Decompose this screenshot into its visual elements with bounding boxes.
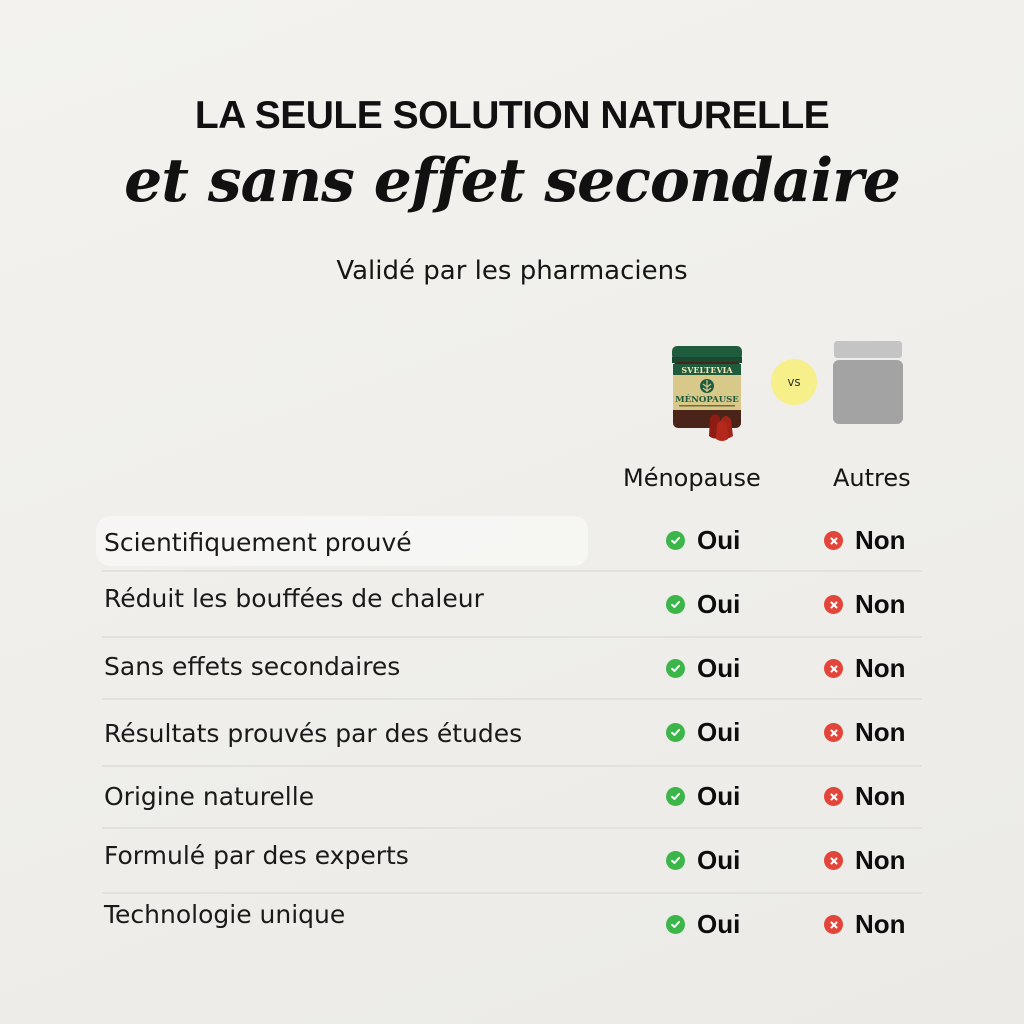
no-cell bbox=[824, 845, 906, 876]
row-label: Technologie unique bbox=[104, 900, 346, 929]
no-cell bbox=[824, 909, 906, 940]
table-row bbox=[102, 584, 922, 648]
row-label: Résultats prouvés par des études bbox=[104, 719, 523, 748]
yes-text: Oui bbox=[697, 589, 741, 619]
no-text: Non bbox=[855, 589, 906, 619]
no-cell bbox=[824, 717, 906, 748]
headline-italic: et sans effet secondaire bbox=[124, 146, 900, 216]
x-circle-icon bbox=[824, 787, 843, 806]
table-row bbox=[102, 520, 922, 584]
no-text: Non bbox=[855, 653, 906, 683]
yes-text: Oui bbox=[697, 525, 741, 555]
row-label: Sans effets secondaires bbox=[104, 652, 401, 681]
no-cell bbox=[824, 653, 906, 684]
row-divider bbox=[102, 892, 922, 894]
no-cell bbox=[824, 781, 906, 812]
yes-cell bbox=[666, 909, 740, 940]
yes-text: Oui bbox=[697, 845, 741, 875]
x-circle-icon bbox=[824, 723, 843, 742]
x-circle-icon bbox=[824, 595, 843, 614]
yes-cell bbox=[666, 845, 740, 876]
jar-brand-text: SVELTEVIA bbox=[681, 365, 733, 375]
x-circle-icon bbox=[824, 915, 843, 934]
row-divider bbox=[102, 827, 922, 829]
vs-badge: vs bbox=[771, 359, 817, 405]
headline-main: LA SEULE SOLUTION NATURELLE bbox=[194, 94, 830, 137]
x-circle-icon bbox=[824, 851, 843, 870]
table-row bbox=[102, 648, 922, 712]
yes-cell bbox=[666, 525, 740, 556]
x-circle-icon bbox=[824, 531, 843, 550]
row-divider bbox=[102, 636, 922, 638]
check-circle-icon bbox=[666, 851, 685, 870]
no-cell bbox=[824, 589, 906, 620]
check-circle-icon bbox=[666, 787, 685, 806]
row-label: Scientifiquement prouvé bbox=[104, 528, 412, 557]
check-circle-icon bbox=[666, 659, 685, 678]
row-divider bbox=[102, 765, 922, 767]
no-text: Non bbox=[855, 781, 906, 811]
check-circle-icon bbox=[666, 531, 685, 550]
row-divider bbox=[102, 570, 922, 572]
no-text: Non bbox=[855, 845, 906, 875]
yes-text: Oui bbox=[697, 717, 741, 747]
yes-cell bbox=[666, 717, 740, 748]
no-text: Non bbox=[855, 525, 906, 555]
row-label: Formulé par des experts bbox=[104, 841, 409, 870]
table-row bbox=[102, 900, 922, 968]
check-circle-icon bbox=[666, 723, 685, 742]
x-circle-icon bbox=[824, 659, 843, 678]
yes-text: Oui bbox=[697, 653, 741, 683]
subtitle: Validé par les pharmaciens bbox=[336, 256, 688, 286]
yes-cell bbox=[666, 781, 740, 812]
no-cell bbox=[824, 525, 906, 556]
row-divider bbox=[102, 698, 922, 700]
product-jar-image bbox=[670, 344, 744, 442]
table-row bbox=[102, 776, 922, 840]
no-text: Non bbox=[855, 717, 906, 747]
yes-cell bbox=[666, 589, 740, 620]
table-row bbox=[102, 840, 922, 904]
check-circle-icon bbox=[666, 595, 685, 614]
other-product-jar-image bbox=[833, 341, 903, 425]
yes-text: Oui bbox=[697, 909, 741, 939]
jar-product-text: MÉNOPAUSE bbox=[675, 395, 739, 405]
yes-text: Oui bbox=[697, 781, 741, 811]
row-label: Origine naturelle bbox=[104, 782, 315, 811]
yes-cell bbox=[666, 653, 740, 684]
row-label: Réduit les bouffées de chaleur bbox=[104, 584, 484, 613]
column-header-menopause: Ménopause bbox=[623, 464, 761, 492]
column-header-autres: Autres bbox=[833, 464, 911, 492]
no-text: Non bbox=[855, 909, 906, 939]
check-circle-icon bbox=[666, 915, 685, 934]
